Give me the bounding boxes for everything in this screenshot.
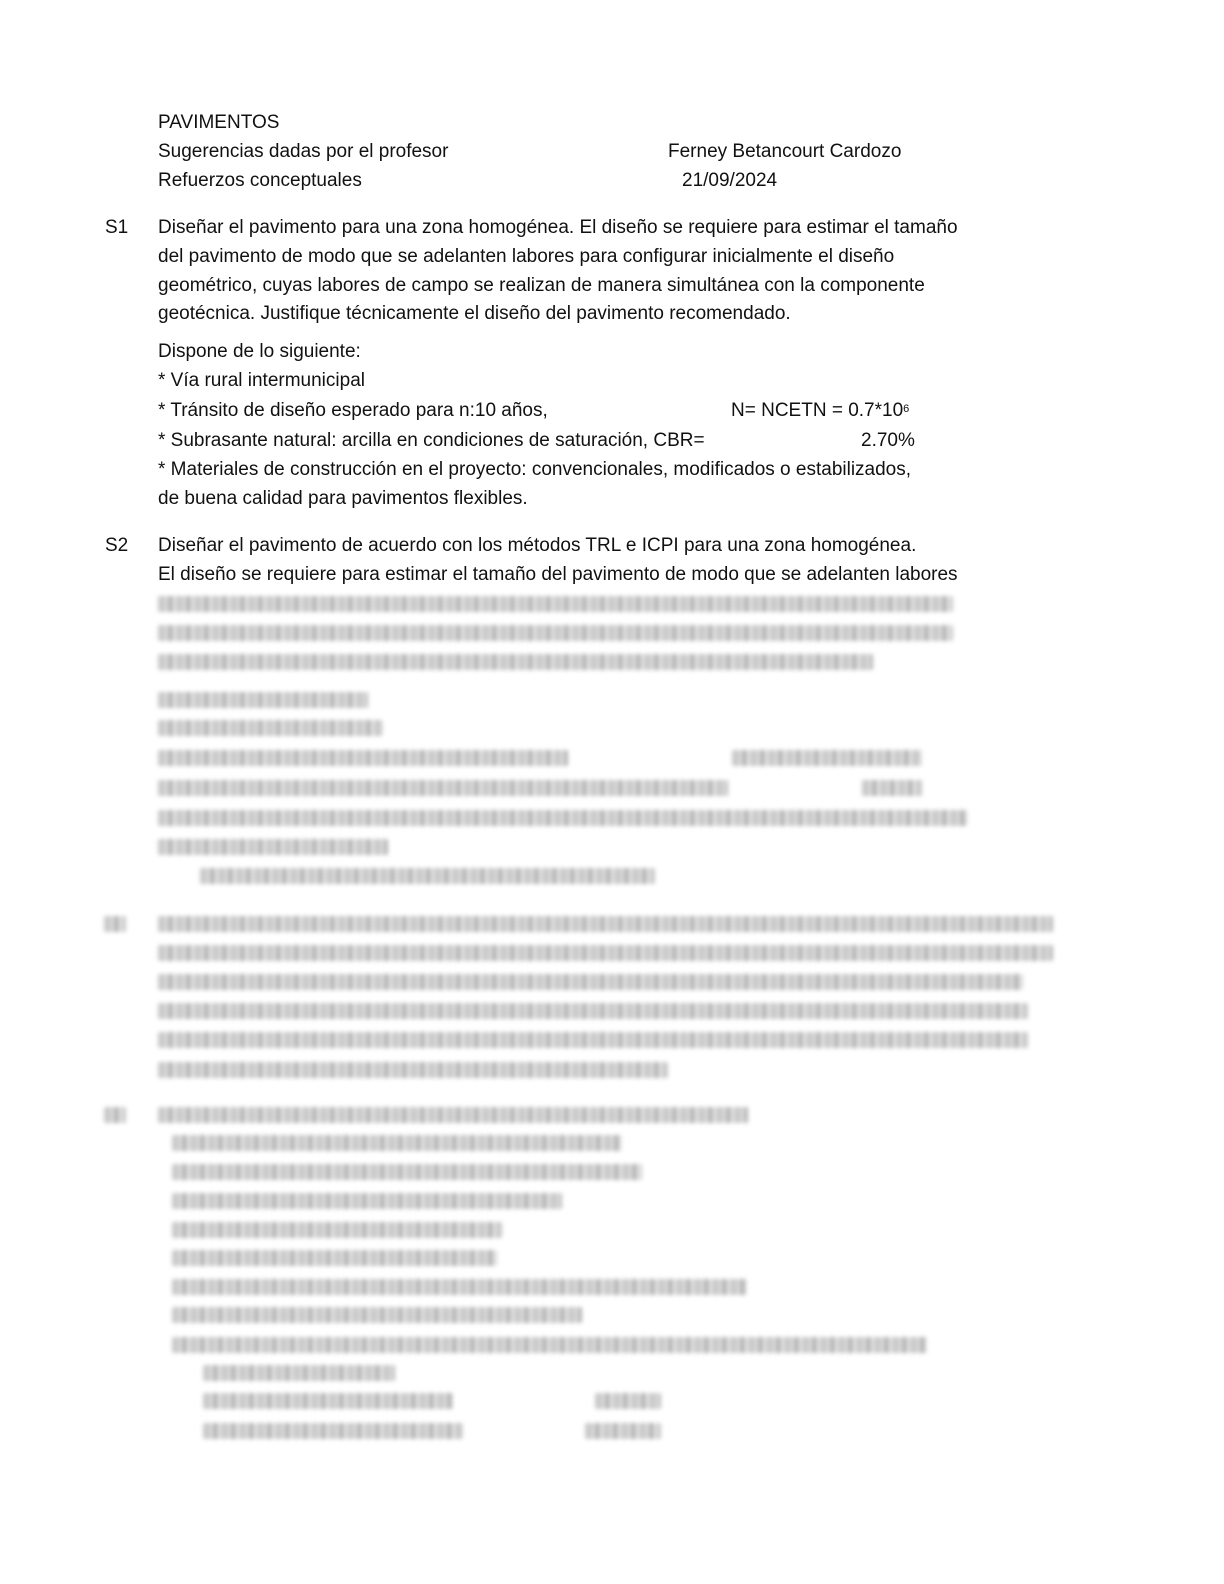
professor-name: Ferney Betancourt Cardozo bbox=[668, 141, 902, 162]
blurred-line bbox=[732, 750, 922, 766]
blurred-line bbox=[862, 780, 922, 796]
s1-paragraph-line: geotécnica. Justifique técnicamente el diseño del pavimento recomendado. bbox=[158, 303, 791, 324]
blurred-line bbox=[595, 1393, 661, 1409]
transito-value-base: N= NCETN = 0.7*10 bbox=[731, 400, 904, 421]
date: 21/09/2024 bbox=[682, 170, 778, 191]
topic: Refuerzos conceptuales bbox=[158, 170, 362, 191]
section-label-s1: S1 bbox=[105, 217, 129, 238]
blurred-line bbox=[203, 1423, 463, 1439]
s1-paragraph-line: geométrico, cuyas labores de campo se realizan de manera simultánea con la componente bbox=[158, 275, 925, 296]
blurred-line bbox=[158, 720, 383, 736]
blurred-line bbox=[585, 1423, 661, 1439]
s1-item-transito: * Tránsito de diseño esperado para n:10 años, bbox=[158, 400, 548, 421]
s1-paragraph-line: del pavimento de modo que se adelanten labores para configurar inicialmente el diseño bbox=[158, 246, 895, 267]
subtitle: Sugerencias dadas por el profesor bbox=[158, 141, 449, 162]
blurred-line bbox=[172, 1193, 562, 1209]
blurred-line bbox=[172, 1250, 497, 1266]
blurred-line bbox=[158, 1062, 668, 1078]
blurred-line bbox=[172, 1222, 502, 1238]
blurred-line bbox=[158, 596, 953, 612]
blurred-line bbox=[158, 750, 568, 766]
blurred-line bbox=[158, 974, 1023, 990]
s1-paragraph-line: Diseñar el pavimento para una zona homogénea. El diseño se requiere para estimar el tamaño bbox=[158, 217, 958, 238]
blurred-line bbox=[172, 1279, 747, 1295]
blurred-label bbox=[104, 1107, 126, 1123]
blurred-line bbox=[172, 1337, 927, 1353]
blurred-line bbox=[158, 780, 728, 796]
blurred-line bbox=[172, 1164, 642, 1180]
blurred-line bbox=[158, 1107, 748, 1123]
section-label-s2: S2 bbox=[105, 535, 129, 556]
s1-item-subrasante: * Subrasante natural: arcilla en condiciones de saturación, CBR= bbox=[158, 430, 705, 451]
s1-intro: Dispone de lo siguiente: bbox=[158, 341, 361, 362]
s1-item-via: * Vía rural intermunicipal bbox=[158, 370, 365, 391]
blurred-line bbox=[158, 654, 873, 670]
blurred-line bbox=[158, 810, 968, 826]
s1-item-materiales-cont: de buena calidad para pavimentos flexibles. bbox=[158, 488, 528, 509]
blurred-label bbox=[104, 916, 126, 932]
blurred-line bbox=[203, 1365, 395, 1381]
course-title: PAVIMENTOS bbox=[158, 112, 280, 133]
s1-item-materiales: * Materiales de construcción en el proyecto: convencionales, modificados o estabilizados, bbox=[158, 459, 912, 480]
blurred-line bbox=[158, 945, 1053, 961]
s2-paragraph-line: Diseñar el pavimento de acuerdo con los métodos TRL e ICPI para una zona homogénea. bbox=[158, 535, 917, 556]
blurred-line bbox=[158, 1003, 1028, 1019]
s1-cbr-value: 2.70% bbox=[861, 430, 915, 451]
blurred-line bbox=[158, 692, 368, 708]
blurred-line bbox=[158, 916, 1053, 932]
s1-transito-value bbox=[731, 400, 909, 422]
blurred-line bbox=[172, 1135, 622, 1151]
blurred-line bbox=[158, 625, 953, 641]
blurred-line bbox=[172, 1307, 582, 1323]
blurred-line bbox=[158, 1032, 1028, 1048]
s2-paragraph-line: El diseño se requiere para estimar el tamaño del pavimento de modo que se adelanten labores bbox=[158, 564, 958, 585]
blurred-line bbox=[200, 868, 655, 884]
blurred-line bbox=[158, 839, 388, 855]
transito-value-exponent: 6 bbox=[903, 403, 910, 415]
blurred-line bbox=[203, 1393, 453, 1409]
